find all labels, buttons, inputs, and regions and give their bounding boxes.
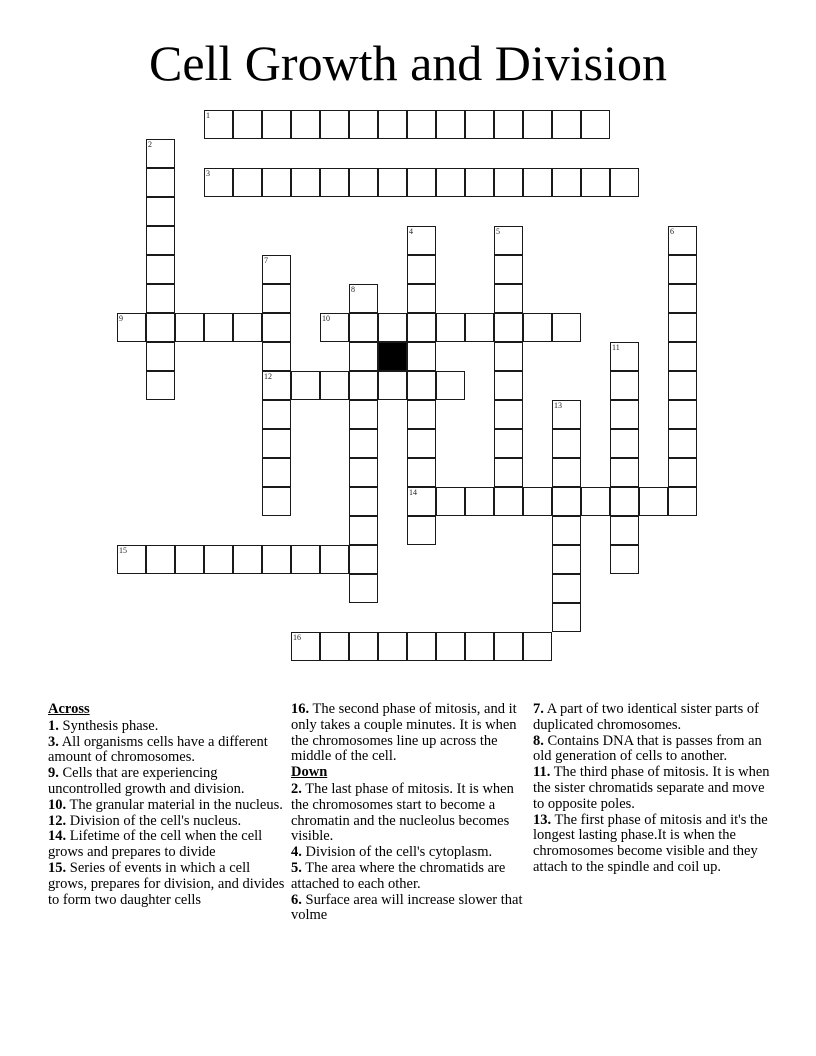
grid-cell[interactable] [494, 371, 523, 400]
grid-cell[interactable] [668, 429, 697, 458]
grid-cell[interactable] [320, 110, 349, 139]
grid-cell[interactable] [610, 400, 639, 429]
grid-cell[interactable] [494, 313, 523, 342]
grid-cell[interactable] [320, 632, 349, 661]
clue-number: 11 [612, 343, 620, 352]
clue-number: 15 [119, 546, 127, 555]
page-title: Cell Growth and Division [148, 35, 668, 91]
grid-cell[interactable] [668, 284, 697, 313]
grid-cell[interactable] [552, 545, 581, 574]
grid-cell[interactable] [523, 313, 552, 342]
clue-across-10: 10. The granular material in the nucleus. [48, 796, 283, 813]
clue-across-16: 16. The second phase of mitosis, and it only takes a couple minutes. It is when the chromosomes line up across the middle of the cell. [291, 701, 517, 765]
grid-cell[interactable] [668, 342, 697, 371]
grid-cell[interactable] [349, 168, 378, 197]
grid-cell[interactable] [262, 545, 291, 574]
grid-cell[interactable] [436, 110, 465, 139]
grid-cell[interactable] [494, 168, 523, 197]
clue-down-13: 13. The first phase of mitosis and it's the longest lasting phase.It is when the chromosomes become visible and they attach to the spindle and coil up. [533, 811, 768, 875]
grid-cell[interactable] [552, 574, 581, 603]
grid-cell[interactable] [436, 632, 465, 661]
grid-cell[interactable] [349, 458, 378, 487]
clue-number: 4 [409, 227, 413, 236]
grid-cell[interactable] [349, 429, 378, 458]
grid-cell[interactable] [349, 371, 378, 400]
grid-cell[interactable] [349, 342, 378, 371]
grid-cell[interactable] [349, 400, 378, 429]
grid-cell[interactable] [378, 168, 407, 197]
grid-cell[interactable] [262, 371, 291, 400]
grid-cell[interactable] [349, 110, 378, 139]
clue-down-6: 6. Surface area will increase slower that volme [291, 891, 523, 924]
grid-cell[interactable] [552, 487, 581, 516]
grid-cell[interactable] [407, 429, 436, 458]
clue-down-7: 7. A part of two identical sister parts of duplicated chromosomes. [533, 701, 759, 733]
clue-number: 13 [554, 401, 562, 410]
grid-cell[interactable] [378, 313, 407, 342]
clue-number: 2 [148, 140, 152, 149]
clue-down-5: 5. The area where the chromatids are attached to each other. [291, 859, 506, 892]
grid-cell[interactable] [436, 487, 465, 516]
clue-number: 16 [293, 633, 301, 642]
grid-cell[interactable] [407, 400, 436, 429]
grid-cell[interactable] [320, 313, 349, 342]
clue-across-14: 14. Lifetime of the cell when the cell grows and prepares to divide [48, 828, 263, 861]
grid-cell[interactable] [494, 110, 523, 139]
grid-cell[interactable] [465, 487, 494, 516]
grid-cell[interactable] [610, 429, 639, 458]
clue-down-2: 2. The last phase of mitosis. It is when the chromosomes start to become a chromatin and the nucleolus becomes visible. [291, 780, 514, 845]
grid-cell[interactable] [407, 371, 436, 400]
grid-cell[interactable] [146, 139, 175, 168]
grid-cell[interactable] [204, 545, 233, 574]
grid-cell[interactable] [668, 313, 697, 342]
clue-number: 8 [351, 285, 355, 294]
grid-cell[interactable] [610, 342, 639, 371]
grid-cell[interactable] [262, 284, 291, 313]
clue-down-11: 11. The third phase of mitosis. It is when the sister chromatids separate and move to opposite poles. [533, 764, 770, 812]
grid-cell[interactable] [146, 197, 175, 226]
grid-cell[interactable] [668, 458, 697, 487]
grid-cell[interactable] [494, 255, 523, 284]
clue-number: 6 [670, 227, 674, 236]
clue-number: 3 [206, 169, 210, 178]
grid-cell[interactable] [668, 226, 697, 255]
grid-cell[interactable] [465, 168, 494, 197]
grid-cell[interactable] [581, 487, 610, 516]
grid-cell[interactable] [262, 458, 291, 487]
across-heading: Across [48, 701, 90, 717]
grid-cell[interactable] [320, 545, 349, 574]
grid-cell[interactable] [146, 545, 175, 574]
grid-cell[interactable] [494, 284, 523, 313]
clue-across-12: 12. Division of the cell's nucleus. [48, 812, 242, 829]
grid-cell[interactable] [146, 255, 175, 284]
grid-cell[interactable] [233, 313, 262, 342]
black-cell [378, 342, 407, 371]
clue-number: 10 [322, 314, 330, 323]
grid-cell[interactable] [117, 313, 146, 342]
grid-cell[interactable] [378, 110, 407, 139]
grid-cell[interactable] [523, 168, 552, 197]
grid-cell[interactable] [349, 632, 378, 661]
grid-cell[interactable] [552, 400, 581, 429]
clue-across-1: 1. Synthesis phase. [48, 717, 159, 734]
grid-cell[interactable] [204, 110, 233, 139]
clue-number: 12 [264, 372, 272, 381]
grid-cell[interactable] [262, 400, 291, 429]
grid-cell[interactable] [610, 371, 639, 400]
grid-cell[interactable] [581, 110, 610, 139]
clue-across-3: 3. All organisms cells have a different amount of chromosomes. [48, 733, 268, 766]
grid-cell[interactable] [668, 255, 697, 284]
grid-cell[interactable] [233, 168, 262, 197]
grid-cell[interactable] [204, 313, 233, 342]
grid-cell[interactable] [349, 545, 378, 574]
grid-cell[interactable] [320, 168, 349, 197]
grid-cell[interactable] [494, 400, 523, 429]
grid-cell[interactable] [639, 487, 668, 516]
grid-cell[interactable] [146, 168, 175, 197]
clue-number: 1 [206, 111, 210, 120]
grid-cell[interactable] [407, 168, 436, 197]
grid-cell[interactable] [262, 168, 291, 197]
grid-cell[interactable] [291, 110, 320, 139]
grid-cell[interactable] [262, 313, 291, 342]
grid-cell[interactable] [494, 487, 523, 516]
clue-number: 9 [119, 314, 123, 323]
grid-cell[interactable] [407, 342, 436, 371]
grid-cell[interactable] [407, 110, 436, 139]
grid-cell[interactable] [552, 458, 581, 487]
grid-cell[interactable] [146, 342, 175, 371]
clue-down-4: 4. Division of the cell's cytoplasm. [291, 844, 493, 861]
grid-cell[interactable] [436, 168, 465, 197]
down-heading: Down [291, 764, 328, 781]
grid-cell[interactable] [349, 284, 378, 313]
grid-cell[interactable] [378, 632, 407, 661]
grid-cell[interactable] [378, 371, 407, 400]
grid-cell[interactable] [407, 284, 436, 313]
grid-cell[interactable] [349, 574, 378, 603]
grid-cell[interactable] [262, 255, 291, 284]
grid-cell[interactable] [523, 110, 552, 139]
grid-cell[interactable] [146, 284, 175, 313]
grid-cell[interactable] [204, 168, 233, 197]
grid-cell[interactable] [494, 632, 523, 661]
grid-cell[interactable] [610, 545, 639, 574]
grid-cell[interactable] [291, 371, 320, 400]
grid-cell[interactable] [175, 313, 204, 342]
grid-cell[interactable] [349, 313, 378, 342]
grid-cell[interactable] [610, 168, 639, 197]
grid-cell[interactable] [494, 342, 523, 371]
grid-cell[interactable] [146, 226, 175, 255]
grid-cell[interactable] [146, 371, 175, 400]
grid-cell[interactable] [465, 313, 494, 342]
clue-down-8: 8. Contains DNA that is passes from an old generation of cells to another. [533, 732, 762, 765]
grid-cell[interactable] [465, 110, 494, 139]
grid-cell[interactable] [407, 487, 436, 516]
grid-cell[interactable] [262, 487, 291, 516]
clue-column-2 [291, 702, 531, 924]
clue-number: 5 [496, 227, 500, 236]
clue-across-9: 9. Cells that are experiencing uncontrolled growth and division. [48, 765, 245, 797]
grid-cell[interactable] [349, 516, 378, 545]
grid-cell[interactable] [610, 487, 639, 516]
grid-cell[interactable] [146, 313, 175, 342]
grid-cell[interactable] [291, 168, 320, 197]
grid-cell[interactable] [407, 458, 436, 487]
grid-cell[interactable] [407, 516, 436, 545]
grid-cell[interactable] [523, 632, 552, 661]
grid-cell[interactable] [175, 545, 204, 574]
grid-cell[interactable] [523, 487, 552, 516]
grid-cell[interactable] [552, 168, 581, 197]
grid-cell[interactable] [407, 255, 436, 284]
grid-cell[interactable] [668, 487, 697, 516]
grid-cell[interactable] [581, 168, 610, 197]
grid-cell[interactable] [407, 632, 436, 661]
grid-cell[interactable] [291, 545, 320, 574]
grid-cell[interactable] [320, 371, 349, 400]
grid-cell[interactable] [233, 110, 262, 139]
clue-number: 14 [409, 488, 417, 497]
grid-cell[interactable] [668, 371, 697, 400]
clue-column-3 [533, 702, 773, 876]
grid-cell[interactable] [494, 458, 523, 487]
grid-cell[interactable] [552, 429, 581, 458]
grid-cell[interactable] [262, 429, 291, 458]
clue-number: 7 [264, 256, 268, 265]
grid-cell[interactable] [552, 516, 581, 545]
grid-cell[interactable] [349, 487, 378, 516]
grid-cell[interactable] [262, 342, 291, 371]
grid-cell[interactable] [465, 632, 494, 661]
grid-cell[interactable] [494, 226, 523, 255]
grid-cell[interactable] [262, 110, 291, 139]
grid-cell[interactable] [407, 313, 436, 342]
grid-cell[interactable] [117, 545, 146, 574]
grid-cell[interactable] [436, 313, 465, 342]
grid-cell[interactable] [291, 632, 320, 661]
grid-cell[interactable] [233, 545, 262, 574]
grid-cell[interactable] [552, 110, 581, 139]
grid-cell[interactable] [436, 371, 465, 400]
clue-column-1 [48, 702, 288, 908]
grid-cell[interactable] [610, 516, 639, 545]
grid-cell[interactable] [407, 226, 436, 255]
clue-across-15: 15. Series of events in which a cell grows, prepares for division, and divides to form two daughter cells [48, 859, 285, 908]
grid-cell[interactable] [494, 429, 523, 458]
grid-cell[interactable] [552, 603, 581, 632]
grid-cell[interactable] [552, 313, 581, 342]
grid-cell[interactable] [668, 400, 697, 429]
grid-cell[interactable] [610, 458, 639, 487]
